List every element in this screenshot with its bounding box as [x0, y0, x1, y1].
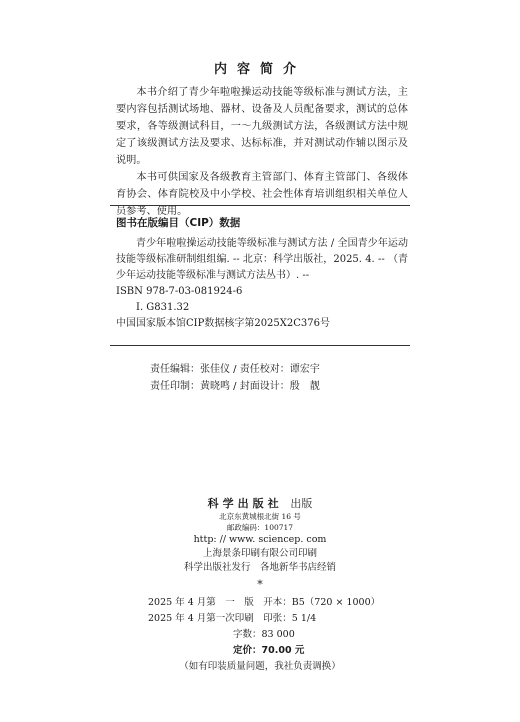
cip-header: 图书在版编目（CIP）数据	[116, 217, 241, 229]
price: 定价：70.00 元	[233, 645, 305, 656]
distributor: 科学出版社发行 各地新华书店经销	[183, 562, 336, 573]
separator-star: *	[257, 578, 263, 591]
cip-record	[116, 236, 408, 332]
editor-line: 责任编辑：张佳仪 / 责任校对：谭宏宇	[150, 364, 320, 375]
summary-paragraph: 本书可供国家及各级教育主管部门、体育主管部门、各级体育协会、体育院校及中小学校、社会性体育培训组织相关单位人员参考、使用。	[116, 172, 408, 217]
printing-info	[148, 595, 380, 659]
impression-line: 2025 年 4 月第一次印刷 印张：5 1/4	[148, 613, 317, 624]
divider	[110, 345, 410, 346]
publisher-info	[0, 497, 520, 575]
word-count: 字数：83 000	[233, 629, 295, 640]
cip-data-number: 中国国家版本馆CIP数据核字第2025X2C376号	[116, 318, 330, 329]
edition-line: 2025 年 4 月第 一 版 开本：B5（720 × 1000）	[148, 597, 381, 608]
summary-title: 内容简介	[213, 62, 306, 77]
printer: 上海景条印刷有限公司印刷	[202, 548, 317, 559]
editor-credits	[150, 361, 320, 395]
divider	[110, 205, 410, 206]
publisher-address: 北京东黄城根北街 16 号	[219, 512, 301, 521]
editor-line: 责任印制：黄晓鸣 / 封面设计：殷 靓	[150, 381, 320, 392]
summary-paragraph: 本书介绍了青少年啦啦操运动技能等级标准与测试方法，主要内容包括测试场地、器材、设备及人员配备要求，测试的总体要求，各等级测试科目，一～九级测试方法，各级测试方法中规定了该级测试方法及要求、达标标准，并对测试动作辅以图示及说明。	[116, 87, 408, 166]
summary-text	[116, 84, 408, 220]
cip-isbn: ISBN 978-7-03-081924-6	[116, 286, 243, 297]
publisher-name-line	[0, 497, 520, 511]
quality-notice: （如有印装质量问题，我社负责调换）	[179, 661, 341, 672]
cip-entry: 青少年啦啦操运动技能等级标准与测试方法 / 全国青少年运动技能等级标准研制组组编. -- 北京：科学出版社，2025. 4. -- （青少年运动技能等级标准与测试方法丛书）. --	[116, 238, 408, 281]
publisher-name: 科学出版社	[207, 497, 283, 510]
publisher-suffix: 出版	[290, 497, 313, 510]
publisher-url: http: // www. sciencep. com	[193, 534, 327, 545]
publisher-postcode: 邮政编码：100717	[226, 523, 294, 532]
cip-classification: Ⅰ. G831.32	[136, 302, 190, 313]
